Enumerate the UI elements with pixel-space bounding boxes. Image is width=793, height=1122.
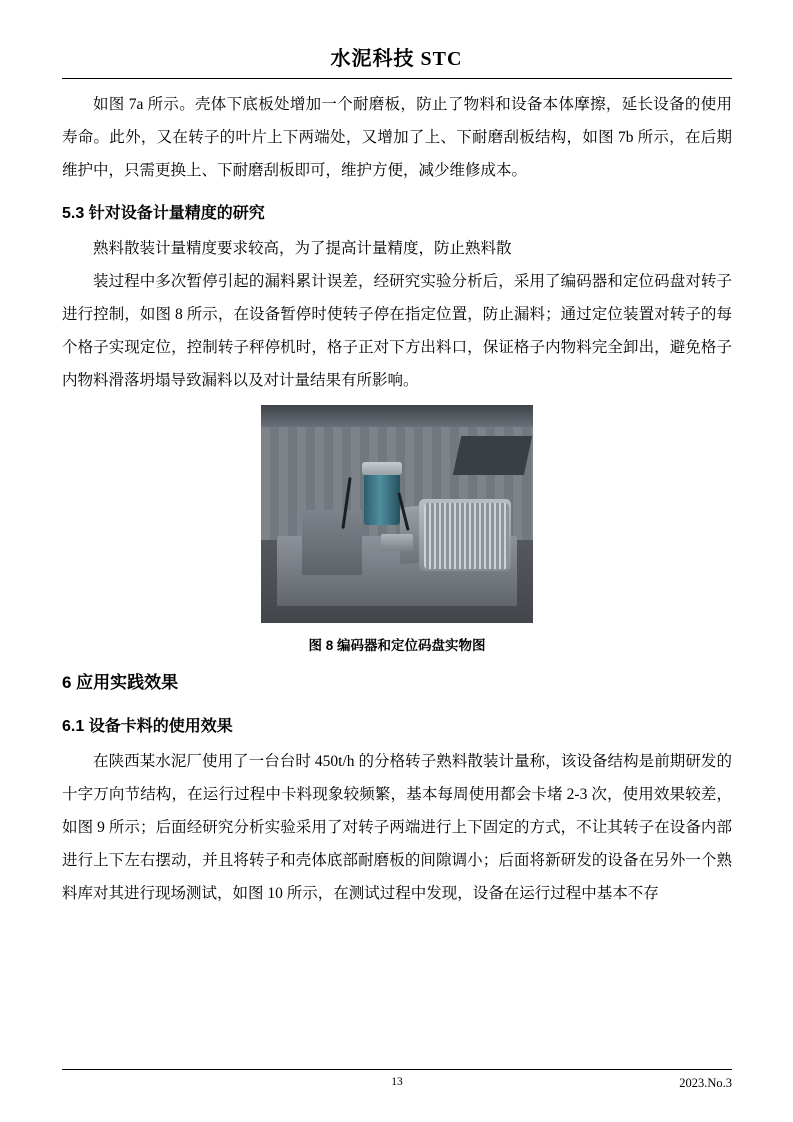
heading-5-3: 5.3 针对设备计量精度的研究 [62,205,265,222]
paragraph-3: 装过程中多次暂停引起的漏料累计误差，经研究实验分析后，采用了编码器和定位码盘对转子进行控制，如图 8 所示，在设备暂停时使转子停在指定位置，防止漏料；通过定位装置对转子的每个格子实现定位，控制转子秤停机时，格子正对下方出料口，保证格子内物料完全卸出，避免格子内物料滑落坍塌导致漏料以及对计量结果有所影响。 [62,273,732,389]
header-divider [62,78,732,79]
footer-divider [62,1069,732,1070]
paragraph-4: 在陕西某水泥厂使用了一台台时 450t/h 的分格转子熟料散装计量称，该设备结构是前期研发的十字万向节结构，在运行过程中卡料现象较频繁，基本每周使用都会卡堵 2-3 次，使用效果较差，如图 9 所示；后面经研究分析实验采用了对转子两端进行上下固定的方式，不让其转子在设备内部进行上下左右摆动，并且将转子和壳体底部耐磨板的间隙调小；后面将新研发的设备在另外一个熟料库对其进行现场测试，如图 10 所示，在测试过程中发现，设备在运行过程中基本不存 [62,753,732,902]
photo-dark-structure [453,436,532,475]
paragraph-1: 如图 7a 所示。壳体下底板处增加一个耐磨板，防止了物料和设备本体摩擦，延长设备的使用寿命。此外，又在转子的叶片上下两端处，又增加了上、下耐磨刮板结构，如图 7b 所示，在后期维护中，只需更换上、下耐磨刮板即可，维护方便，减少维修成本。 [62,96,732,179]
figure-8-caption: 图 8 编码器和定位码盘实物图 [308,638,486,653]
photo-encoder-cap [362,462,403,475]
figure-8-image [261,405,533,623]
photo-housing-left [302,510,362,575]
page-footer [62,1076,732,1096]
journal-title: 水泥科技 STC [330,48,463,70]
page-content [62,88,732,910]
photo-motor-fins [424,503,508,568]
page-number: 13 [391,1076,403,1088]
photo-wall-shadow [261,405,533,427]
photo-shaft [381,534,414,551]
issue-label: 2023.No.3 [679,1076,732,1090]
heading-6-1: 6.1 设备卡料的使用效果 [62,718,233,735]
figure-8 [62,405,732,654]
heading-6: 6 应用实践效果 [62,673,179,692]
photo-encoder-cylinder [364,470,399,525]
paragraph-2: 熟料散装计量精度要求较高，为了提高计量精度，防止熟料散 [93,240,512,257]
page-header [0,42,793,71]
